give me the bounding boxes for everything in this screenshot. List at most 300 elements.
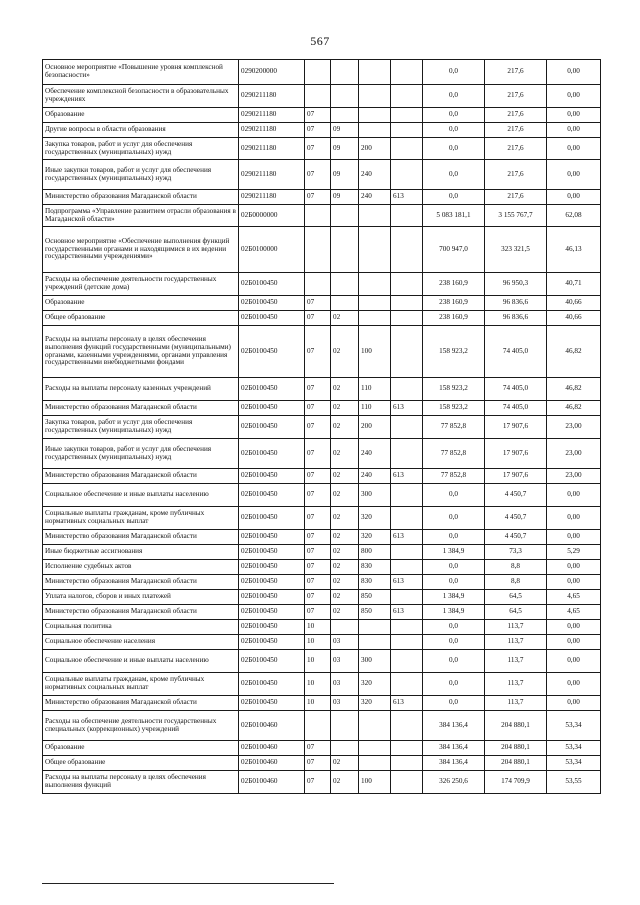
table-row: [43, 401, 601, 416]
expense-type-cell: [359, 123, 391, 138]
administrator-code-cell: 613: [391, 530, 423, 545]
section-code-cell: [305, 85, 331, 108]
expense-name-cell: Иные закупки товаров, работ и услуг для обеспечения государственных (муниципальных) нужд: [43, 439, 239, 469]
table-row: [43, 378, 601, 401]
administrator-code-cell: [391, 673, 423, 696]
table-row: [43, 416, 601, 439]
subsection-code-cell: [331, 620, 359, 635]
administrator-code-cell: [391, 756, 423, 771]
planned-amount-cell: 1 384,9: [423, 545, 485, 560]
table-row: [43, 60, 601, 85]
section-code-cell: 07: [305, 741, 331, 756]
expense-name-cell: Расходы на выплаты персоналу казенных учреждений: [43, 378, 239, 401]
administrator-code-cell: [391, 635, 423, 650]
planned-amount-cell: 0,0: [423, 635, 485, 650]
expense-type-cell: 830: [359, 560, 391, 575]
planned-amount-cell: 384 136,4: [423, 741, 485, 756]
table-row: [43, 227, 601, 273]
target-article-cell: 02Б0100450: [239, 439, 305, 469]
execution-percent-cell: 53,34: [547, 741, 601, 756]
subsection-code-cell: [331, 60, 359, 85]
executed-amount-cell: 217,6: [485, 108, 547, 123]
table-row: [43, 650, 601, 673]
planned-amount-cell: 238 160,9: [423, 311, 485, 326]
section-code-cell: 10: [305, 635, 331, 650]
target-article-cell: 02Б0100450: [239, 311, 305, 326]
target-article-cell: 02Б0100450: [239, 673, 305, 696]
planned-amount-cell: 0,0: [423, 696, 485, 711]
target-article-cell: 02Б0100000: [239, 227, 305, 273]
target-article-cell: 02Б0100450: [239, 560, 305, 575]
administrator-code-cell: [391, 138, 423, 160]
execution-percent-cell: 0,00: [547, 484, 601, 507]
target-article-cell: 0290211180: [239, 108, 305, 123]
section-code-cell: 07: [305, 108, 331, 123]
execution-percent-cell: 40,66: [547, 296, 601, 311]
table-row: [43, 590, 601, 605]
expense-name-cell: Министерство образования Магаданской области: [43, 605, 239, 620]
section-code-cell: 07: [305, 160, 331, 190]
target-article-cell: 02Б0100460: [239, 711, 305, 741]
expense-name-cell: Социальные выплаты гражданам, кроме публичных нормативных социальных выплат: [43, 507, 239, 530]
administrator-code-cell: [391, 311, 423, 326]
expense-name-cell: Расходы на обеспечение деятельности государственных учреждений (детские дома): [43, 273, 239, 296]
target-article-cell: 02Б0100460: [239, 771, 305, 794]
section-code-cell: 07: [305, 530, 331, 545]
planned-amount-cell: 158 923,2: [423, 401, 485, 416]
section-code-cell: 07: [305, 605, 331, 620]
table-row: [43, 711, 601, 741]
executed-amount-cell: 3 155 767,7: [485, 205, 547, 227]
expense-type-cell: [359, 60, 391, 85]
table-row: [43, 530, 601, 545]
section-code-cell: 07: [305, 138, 331, 160]
expense-name-cell: Иные закупки товаров, работ и услуг для обеспечения государственных (муниципальных) нужд: [43, 160, 239, 190]
planned-amount-cell: 1 384,9: [423, 605, 485, 620]
subsection-code-cell: [331, 108, 359, 123]
expense-name-cell: Социальное обеспечение населения: [43, 635, 239, 650]
expense-type-cell: [359, 85, 391, 108]
executed-amount-cell: 74 405,0: [485, 326, 547, 378]
section-code-cell: 07: [305, 296, 331, 311]
target-article-cell: 02Б0100450: [239, 401, 305, 416]
execution-percent-cell: 4,65: [547, 590, 601, 605]
section-code-cell: [305, 273, 331, 296]
target-article-cell: 02Б0100450: [239, 326, 305, 378]
executed-amount-cell: 217,6: [485, 123, 547, 138]
execution-percent-cell: 53,55: [547, 771, 601, 794]
planned-amount-cell: 77 852,8: [423, 416, 485, 439]
subsection-code-cell: 02: [331, 771, 359, 794]
expense-type-cell: 240: [359, 439, 391, 469]
administrator-code-cell: [391, 123, 423, 138]
footer-divider: [42, 883, 334, 884]
administrator-code-cell: [391, 484, 423, 507]
subsection-code-cell: [331, 711, 359, 741]
section-code-cell: 07: [305, 401, 331, 416]
expense-name-cell: Министерство образования Магаданской области: [43, 575, 239, 590]
budget-execution-table: [42, 59, 601, 794]
section-code-cell: 07: [305, 545, 331, 560]
execution-percent-cell: 5,29: [547, 545, 601, 560]
execution-percent-cell: 23,00: [547, 416, 601, 439]
subsection-code-cell: 02: [331, 507, 359, 530]
administrator-code-cell: [391, 545, 423, 560]
planned-amount-cell: 158 923,2: [423, 326, 485, 378]
planned-amount-cell: 0,0: [423, 530, 485, 545]
executed-amount-cell: 8,8: [485, 560, 547, 575]
planned-amount-cell: 384 136,4: [423, 756, 485, 771]
subsection-code-cell: 02: [331, 401, 359, 416]
section-code-cell: 07: [305, 484, 331, 507]
expense-name-cell: Социальное обеспечение и иные выплаты населению: [43, 650, 239, 673]
planned-amount-cell: 77 852,8: [423, 439, 485, 469]
execution-percent-cell: 46,13: [547, 227, 601, 273]
subsection-code-cell: [331, 741, 359, 756]
table-row: [43, 160, 601, 190]
table-row: [43, 311, 601, 326]
execution-percent-cell: 23,00: [547, 469, 601, 484]
planned-amount-cell: 0,0: [423, 673, 485, 696]
expense-name-cell: Уплата налогов, сборов и иных платежей: [43, 590, 239, 605]
target-article-cell: 02Б0100460: [239, 741, 305, 756]
expense-type-cell: [359, 311, 391, 326]
section-code-cell: [305, 205, 331, 227]
execution-percent-cell: 46,82: [547, 401, 601, 416]
target-article-cell: 02Б0100450: [239, 635, 305, 650]
table-row: [43, 205, 601, 227]
planned-amount-cell: 0,0: [423, 108, 485, 123]
section-code-cell: 07: [305, 378, 331, 401]
expense-name-cell: Образование: [43, 296, 239, 311]
expense-type-cell: 240: [359, 160, 391, 190]
table-row: [43, 696, 601, 711]
expense-type-cell: 200: [359, 138, 391, 160]
execution-percent-cell: 0,00: [547, 507, 601, 530]
table-row: [43, 575, 601, 590]
executed-amount-cell: 8,8: [485, 575, 547, 590]
section-code-cell: 07: [305, 190, 331, 205]
table-row: [43, 190, 601, 205]
executed-amount-cell: 74 405,0: [485, 378, 547, 401]
planned-amount-cell: 0,0: [423, 138, 485, 160]
planned-amount-cell: 0,0: [423, 160, 485, 190]
executed-amount-cell: 96 836,6: [485, 311, 547, 326]
table-row: [43, 469, 601, 484]
section-code-cell: 07: [305, 469, 331, 484]
planned-amount-cell: 0,0: [423, 650, 485, 673]
expense-name-cell: Иные бюджетные ассигнования: [43, 545, 239, 560]
target-article-cell: 02Б0100450: [239, 696, 305, 711]
planned-amount-cell: 0,0: [423, 507, 485, 530]
target-article-cell: 0290211180: [239, 85, 305, 108]
subsection-code-cell: 09: [331, 138, 359, 160]
table-row: [43, 85, 601, 108]
planned-amount-cell: 384 136,4: [423, 711, 485, 741]
target-article-cell: 02Б0100450: [239, 484, 305, 507]
subsection-code-cell: 02: [331, 484, 359, 507]
expense-type-cell: 300: [359, 484, 391, 507]
expense-name-cell: Основное мероприятие «Повышение уровня комплексной безопасности»: [43, 60, 239, 85]
target-article-cell: 02Б0100450: [239, 273, 305, 296]
section-code-cell: 07: [305, 771, 331, 794]
section-code-cell: 07: [305, 756, 331, 771]
expense-type-cell: [359, 296, 391, 311]
execution-percent-cell: 4,65: [547, 605, 601, 620]
planned-amount-cell: 0,0: [423, 620, 485, 635]
subsection-code-cell: 02: [331, 469, 359, 484]
subsection-code-cell: 02: [331, 530, 359, 545]
section-code-cell: 07: [305, 507, 331, 530]
execution-percent-cell: 40,71: [547, 273, 601, 296]
expense-name-cell: Закупка товаров, работ и услуг для обеспечения государственных (муниципальных) нужд: [43, 416, 239, 439]
expense-type-cell: [359, 205, 391, 227]
executed-amount-cell: 217,6: [485, 190, 547, 205]
expense-type-cell: [359, 711, 391, 741]
executed-amount-cell: 73,3: [485, 545, 547, 560]
subsection-code-cell: [331, 273, 359, 296]
expense-type-cell: 850: [359, 590, 391, 605]
administrator-code-cell: 613: [391, 575, 423, 590]
executed-amount-cell: 113,7: [485, 620, 547, 635]
executed-amount-cell: 217,6: [485, 160, 547, 190]
section-code-cell: [305, 227, 331, 273]
subsection-code-cell: 02: [331, 605, 359, 620]
subsection-code-cell: [331, 227, 359, 273]
subsection-code-cell: 09: [331, 123, 359, 138]
executed-amount-cell: 74 405,0: [485, 401, 547, 416]
expense-type-cell: 830: [359, 575, 391, 590]
section-code-cell: 07: [305, 560, 331, 575]
execution-percent-cell: 0,00: [547, 620, 601, 635]
execution-percent-cell: 0,00: [547, 60, 601, 85]
executed-amount-cell: 113,7: [485, 673, 547, 696]
administrator-code-cell: [391, 650, 423, 673]
planned-amount-cell: 326 250,6: [423, 771, 485, 794]
section-code-cell: 07: [305, 326, 331, 378]
expense-name-cell: Министерство образования Магаданской области: [43, 696, 239, 711]
expense-name-cell: Образование: [43, 108, 239, 123]
administrator-code-cell: [391, 273, 423, 296]
section-code-cell: 10: [305, 620, 331, 635]
execution-percent-cell: 46,82: [547, 378, 601, 401]
expense-name-cell: Министерство образования Магаданской области: [43, 530, 239, 545]
administrator-code-cell: 613: [391, 469, 423, 484]
table-row: [43, 771, 601, 794]
table-row: [43, 673, 601, 696]
section-code-cell: 07: [305, 416, 331, 439]
executed-amount-cell: 96 836,6: [485, 296, 547, 311]
target-article-cell: 0290211180: [239, 190, 305, 205]
expense-name-cell: Обеспечение комплексной безопасности в образовательных учреждениях: [43, 85, 239, 108]
table-row: [43, 605, 601, 620]
subsection-code-cell: 03: [331, 696, 359, 711]
administrator-code-cell: [391, 227, 423, 273]
execution-percent-cell: 40,66: [547, 311, 601, 326]
execution-percent-cell: 0,00: [547, 190, 601, 205]
table-body: [43, 60, 601, 794]
planned-amount-cell: 5 083 181,1: [423, 205, 485, 227]
planned-amount-cell: 0,0: [423, 60, 485, 85]
execution-percent-cell: 0,00: [547, 123, 601, 138]
expense-type-cell: 850: [359, 605, 391, 620]
executed-amount-cell: 113,7: [485, 650, 547, 673]
planned-amount-cell: 0,0: [423, 484, 485, 507]
expense-type-cell: 320: [359, 530, 391, 545]
execution-percent-cell: 53,34: [547, 711, 601, 741]
administrator-code-cell: [391, 590, 423, 605]
execution-percent-cell: 0,00: [547, 108, 601, 123]
target-article-cell: 02Б0100450: [239, 620, 305, 635]
subsection-code-cell: 02: [331, 756, 359, 771]
expense-type-cell: 320: [359, 673, 391, 696]
target-article-cell: 02Б0100450: [239, 545, 305, 560]
expense-name-cell: Основное мероприятие «Обеспечение выполнения функций государственными органами и находящимися в их ведении государственными учреждениями»: [43, 227, 239, 273]
expense-name-cell: Социальная политика: [43, 620, 239, 635]
target-article-cell: 0290211180: [239, 160, 305, 190]
expense-type-cell: [359, 620, 391, 635]
expense-name-cell: Образование: [43, 741, 239, 756]
subsection-code-cell: 09: [331, 190, 359, 205]
administrator-code-cell: [391, 711, 423, 741]
section-code-cell: 10: [305, 696, 331, 711]
executed-amount-cell: 113,7: [485, 696, 547, 711]
administrator-code-cell: [391, 439, 423, 469]
executed-amount-cell: 217,6: [485, 138, 547, 160]
execution-percent-cell: 0,00: [547, 160, 601, 190]
target-article-cell: 02Б0100450: [239, 378, 305, 401]
executed-amount-cell: 96 950,3: [485, 273, 547, 296]
planned-amount-cell: 0,0: [423, 560, 485, 575]
planned-amount-cell: 77 852,8: [423, 469, 485, 484]
table-row: [43, 273, 601, 296]
planned-amount-cell: 0,0: [423, 85, 485, 108]
target-article-cell: 02Б0100450: [239, 507, 305, 530]
table-row: [43, 138, 601, 160]
section-code-cell: 10: [305, 650, 331, 673]
administrator-code-cell: [391, 160, 423, 190]
execution-percent-cell: 46,82: [547, 326, 601, 378]
expense-type-cell: 320: [359, 507, 391, 530]
expense-name-cell: Исполнение судебных актов: [43, 560, 239, 575]
table-row: [43, 560, 601, 575]
subsection-code-cell: 02: [331, 416, 359, 439]
subsection-code-cell: 02: [331, 575, 359, 590]
expense-type-cell: 110: [359, 378, 391, 401]
administrator-code-cell: 613: [391, 605, 423, 620]
administrator-code-cell: [391, 620, 423, 635]
expense-type-cell: 100: [359, 771, 391, 794]
execution-percent-cell: 0,00: [547, 650, 601, 673]
executed-amount-cell: 4 450,7: [485, 484, 547, 507]
administrator-code-cell: [391, 60, 423, 85]
table-row: [43, 484, 601, 507]
expense-type-cell: 300: [359, 650, 391, 673]
expense-type-cell: 110: [359, 401, 391, 416]
executed-amount-cell: 17 907,6: [485, 439, 547, 469]
expense-name-cell: Социальное обеспечение и иные выплаты населению: [43, 484, 239, 507]
expense-type-cell: 320: [359, 696, 391, 711]
executed-amount-cell: 204 880,1: [485, 741, 547, 756]
execution-percent-cell: 62,08: [547, 205, 601, 227]
administrator-code-cell: [391, 560, 423, 575]
section-code-cell: 07: [305, 439, 331, 469]
administrator-code-cell: [391, 296, 423, 311]
execution-percent-cell: 0,00: [547, 575, 601, 590]
executed-amount-cell: 217,6: [485, 85, 547, 108]
administrator-code-cell: [391, 741, 423, 756]
target-article-cell: 02Б0100450: [239, 296, 305, 311]
execution-percent-cell: 0,00: [547, 560, 601, 575]
subsection-code-cell: 09: [331, 160, 359, 190]
execution-percent-cell: 23,00: [547, 439, 601, 469]
expense-type-cell: [359, 741, 391, 756]
target-article-cell: 02Б0100450: [239, 530, 305, 545]
executed-amount-cell: 204 880,1: [485, 756, 547, 771]
target-article-cell: 0290211180: [239, 138, 305, 160]
executed-amount-cell: 323 321,5: [485, 227, 547, 273]
planned-amount-cell: 238 160,9: [423, 273, 485, 296]
execution-percent-cell: 0,00: [547, 85, 601, 108]
executed-amount-cell: 217,6: [485, 60, 547, 85]
planned-amount-cell: 0,0: [423, 575, 485, 590]
section-code-cell: [305, 711, 331, 741]
subsection-code-cell: [331, 85, 359, 108]
planned-amount-cell: 158 923,2: [423, 378, 485, 401]
executed-amount-cell: 17 907,6: [485, 469, 547, 484]
expense-name-cell: Министерство образования Магаданской области: [43, 469, 239, 484]
subsection-code-cell: [331, 296, 359, 311]
executed-amount-cell: 64,5: [485, 605, 547, 620]
table-row: [43, 635, 601, 650]
expense-name-cell: Расходы на обеспечение деятельности государственных специальных (коррекционных) учреждений: [43, 711, 239, 741]
planned-amount-cell: 238 160,9: [423, 296, 485, 311]
execution-percent-cell: 0,00: [547, 138, 601, 160]
section-code-cell: [305, 60, 331, 85]
expense-name-cell: Подпрограмма «Управление развитием отрасли образования в Магаданской области»: [43, 205, 239, 227]
planned-amount-cell: 0,0: [423, 190, 485, 205]
table-row: [43, 741, 601, 756]
executed-amount-cell: 17 907,6: [485, 416, 547, 439]
expense-type-cell: 800: [359, 545, 391, 560]
subsection-code-cell: 03: [331, 650, 359, 673]
expense-type-cell: [359, 635, 391, 650]
executed-amount-cell: 204 880,1: [485, 711, 547, 741]
section-code-cell: 07: [305, 123, 331, 138]
expense-name-cell: Министерство образования Магаданской области: [43, 190, 239, 205]
expense-type-cell: [359, 227, 391, 273]
target-article-cell: 0290200000: [239, 60, 305, 85]
target-article-cell: 0290211180: [239, 123, 305, 138]
expense-name-cell: Расходы на выплаты персоналу в целях обеспечения выполнения функций: [43, 771, 239, 794]
administrator-code-cell: [391, 326, 423, 378]
target-article-cell: 02Б0100450: [239, 416, 305, 439]
administrator-code-cell: [391, 205, 423, 227]
subsection-code-cell: 03: [331, 635, 359, 650]
section-code-cell: 07: [305, 590, 331, 605]
planned-amount-cell: 700 947,0: [423, 227, 485, 273]
administrator-code-cell: [391, 85, 423, 108]
table-row: [43, 296, 601, 311]
administrator-code-cell: [391, 771, 423, 794]
expense-name-cell: Социальные выплаты гражданам, кроме публичных нормативных социальных выплат: [43, 673, 239, 696]
table-row: [43, 620, 601, 635]
table-row: [43, 439, 601, 469]
executed-amount-cell: 113,7: [485, 635, 547, 650]
expense-type-cell: [359, 756, 391, 771]
target-article-cell: 02Б0100450: [239, 650, 305, 673]
expense-type-cell: 200: [359, 416, 391, 439]
